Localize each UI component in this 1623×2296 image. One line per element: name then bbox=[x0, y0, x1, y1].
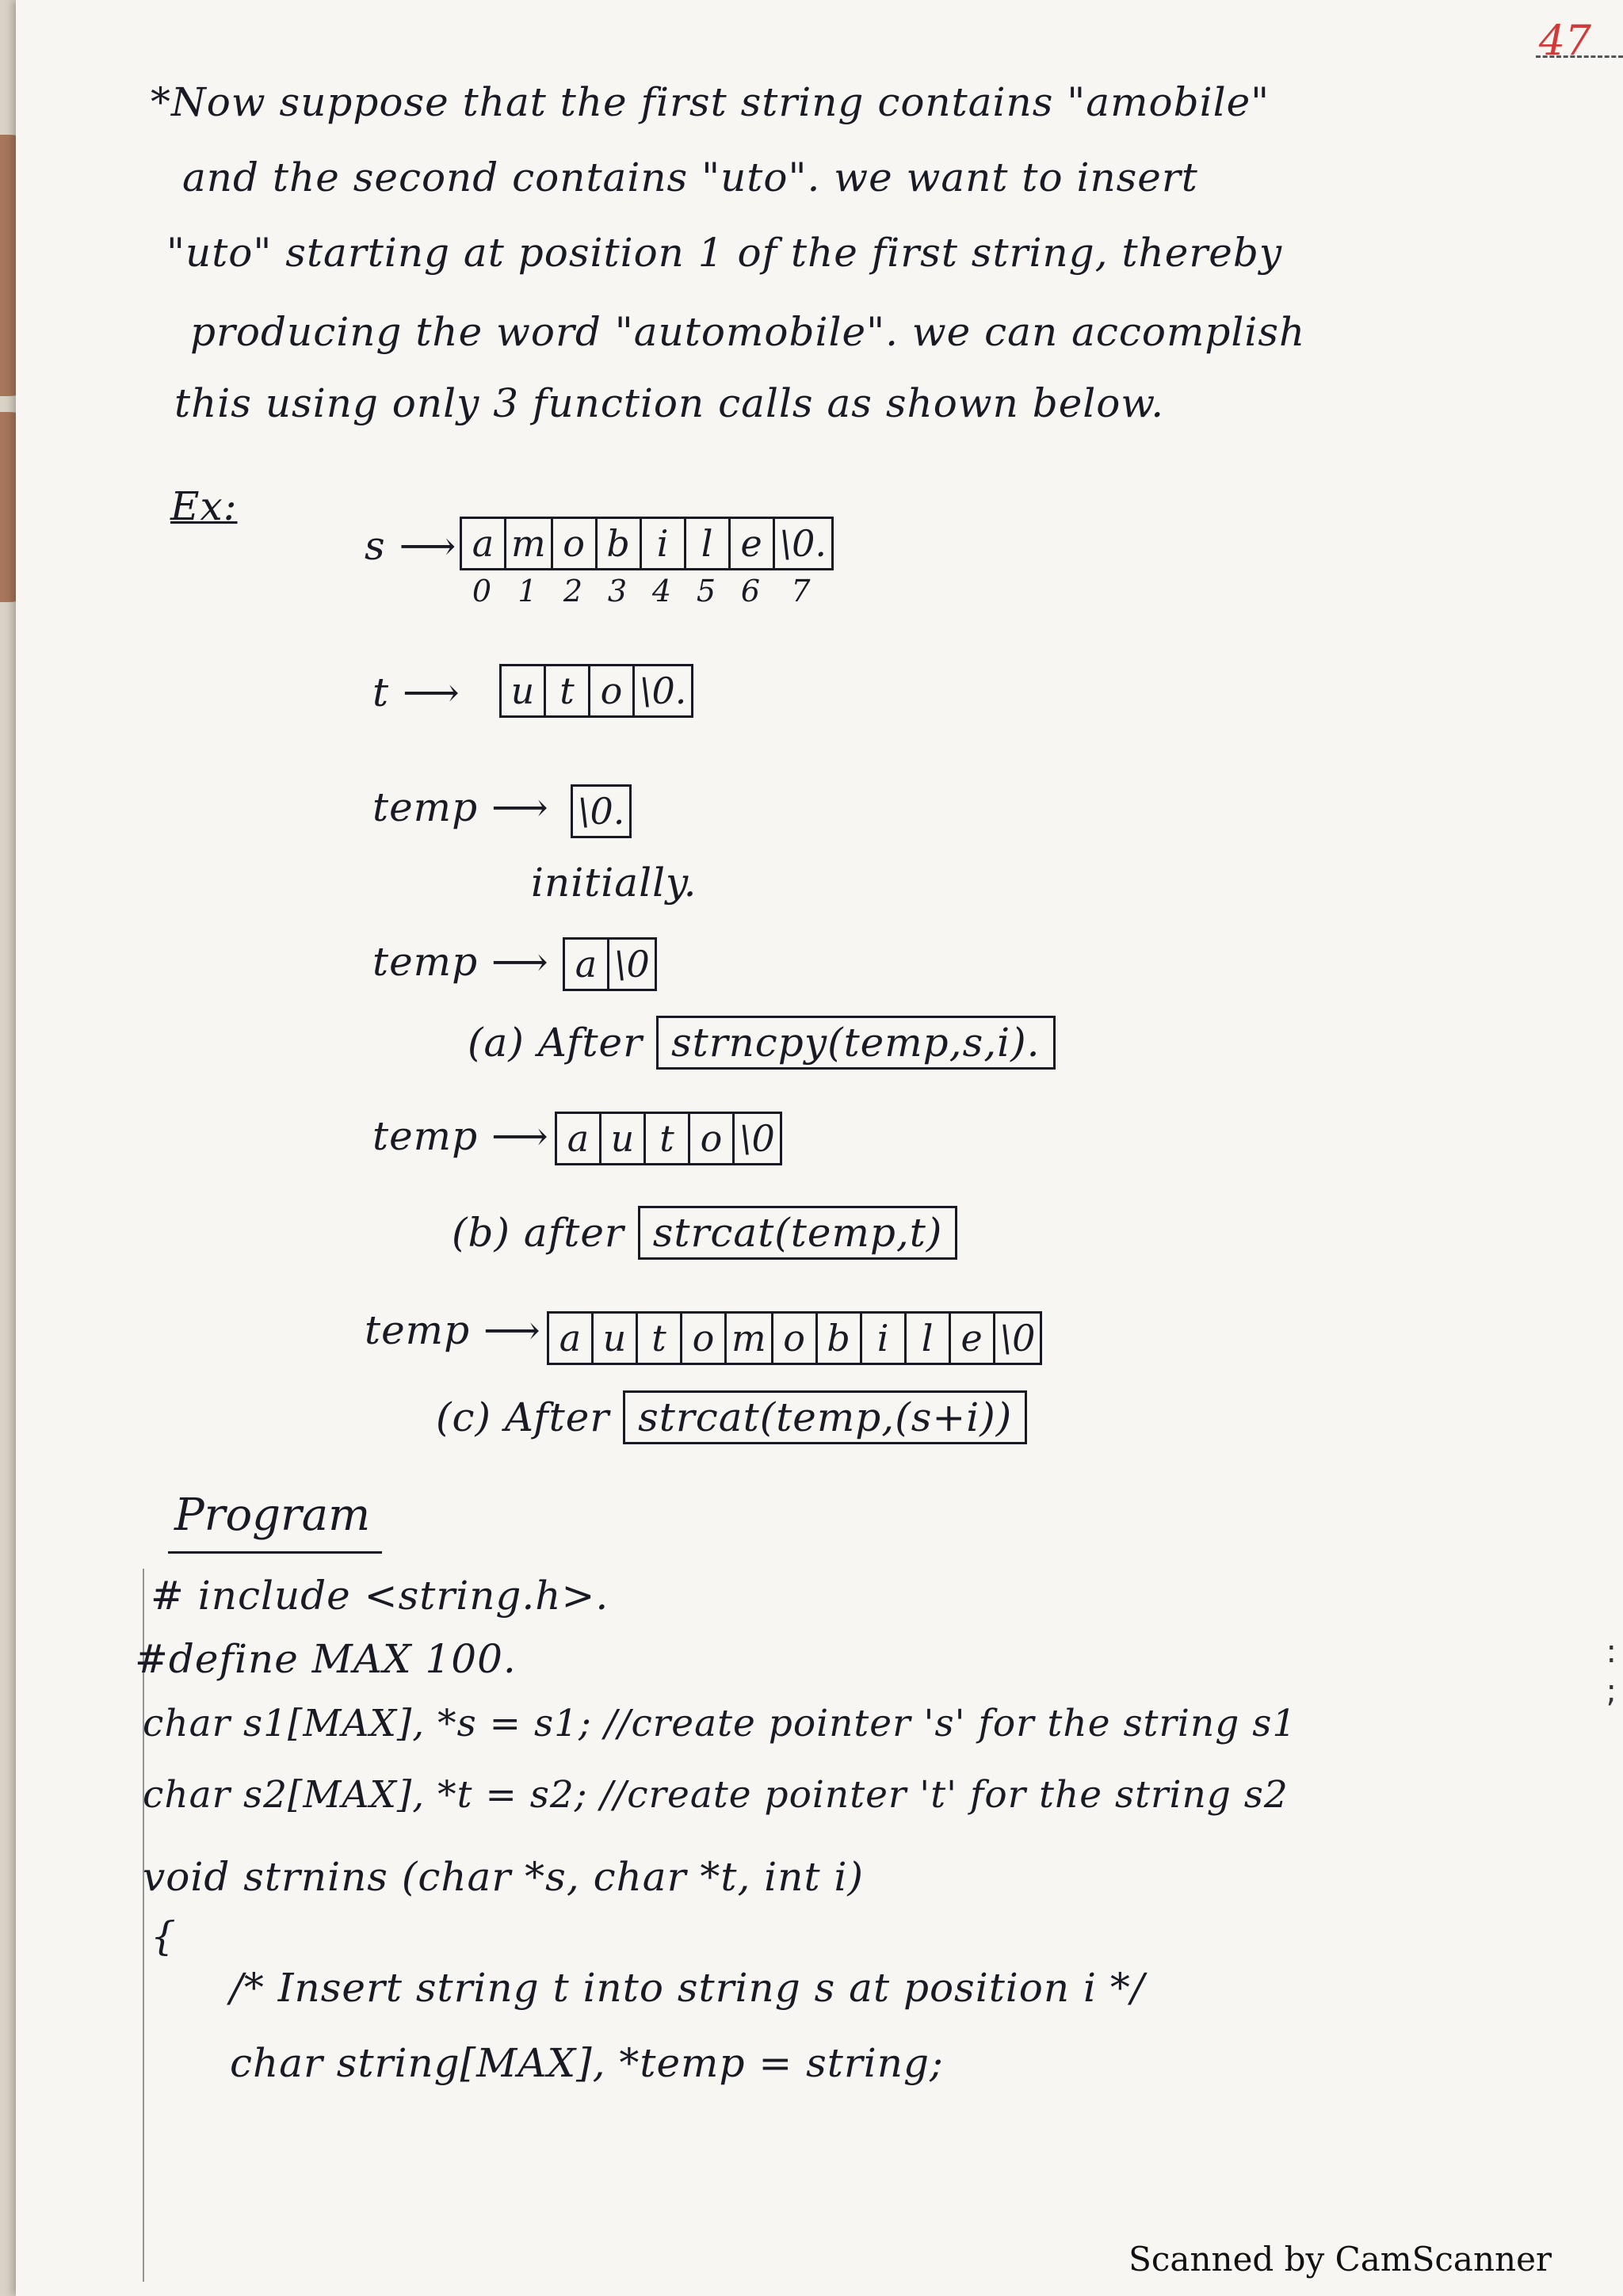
array-cell: i bbox=[642, 519, 686, 568]
array-cell: m bbox=[506, 519, 553, 568]
array-cell: \0. bbox=[640, 669, 687, 712]
t-array-label: t ⟶ bbox=[372, 669, 460, 715]
temp-b-array bbox=[555, 1112, 782, 1165]
code-line-5: void strnins (char *s, char *t, int i) bbox=[143, 1854, 864, 1900]
temp-a-caption: (a) After strncpy(temp,s,i). bbox=[468, 1016, 1056, 1070]
arrow-icon: ⟶ bbox=[491, 784, 549, 830]
array-index: 3 bbox=[607, 574, 628, 608]
array-cell: a bbox=[557, 1114, 601, 1163]
array-cell: o bbox=[690, 1114, 735, 1163]
code-line-3: char s1[MAX], *s = s1; //create pointer 's' for the string s1 bbox=[143, 1702, 1297, 1745]
temp-b-label: temp ⟶ bbox=[372, 1113, 549, 1159]
array-cell: a bbox=[462, 519, 506, 568]
array-index: 7 bbox=[791, 574, 811, 608]
arrow-icon: ⟶ bbox=[399, 523, 457, 569]
temp-initial-caption: initially. bbox=[531, 860, 697, 906]
arrow-icon: ⟶ bbox=[403, 669, 460, 715]
edge-mark bbox=[1536, 55, 1623, 90]
s-array bbox=[460, 517, 834, 570]
code-line-8: char string[MAX], *temp = string; bbox=[230, 2040, 944, 2086]
paragraph-line-5: this using only 3 function calls as shown below. bbox=[174, 380, 1165, 426]
array-index: 4 bbox=[651, 574, 672, 608]
temp-initial-array bbox=[571, 784, 632, 838]
code-line-1: # include <string.h>. bbox=[151, 1573, 609, 1619]
temp-b-caption: (b) after strcat(temp,t) bbox=[452, 1206, 957, 1260]
array-cell: u bbox=[502, 666, 546, 715]
arrow-icon: ⟶ bbox=[483, 1307, 541, 1353]
paragraph-line-1: *Now suppose that the first string contains "amobile" bbox=[151, 79, 1270, 125]
temp-initial-label: temp ⟶ bbox=[372, 784, 549, 830]
temp-a-array bbox=[563, 937, 657, 991]
program-title: Program bbox=[174, 1489, 371, 1541]
array-cell: \0 bbox=[614, 943, 650, 986]
scanner-watermark: Scanned by CamScanner bbox=[1128, 2240, 1552, 2279]
array-cell: \0. bbox=[578, 790, 625, 833]
array-cell: \0 bbox=[999, 1317, 1036, 1360]
s-array-label: s ⟶ bbox=[365, 523, 457, 569]
array-cell: e bbox=[731, 519, 775, 568]
code-line-2: #define MAX 100. bbox=[135, 1636, 517, 1682]
array-cell: b bbox=[598, 519, 642, 568]
temp-a-label: temp ⟶ bbox=[372, 939, 549, 985]
page-number: 47 bbox=[1538, 17, 1591, 65]
array-cell: l bbox=[907, 1314, 951, 1363]
array-cell: t bbox=[638, 1314, 682, 1363]
code-line-7: /* Insert string t into string s at position i */ bbox=[230, 1965, 1145, 2011]
code-line-6: { bbox=[151, 1913, 177, 1959]
array-cell: \0. bbox=[779, 522, 827, 565]
array-index: 6 bbox=[740, 574, 761, 608]
t-array bbox=[499, 664, 693, 718]
array-index: 1 bbox=[517, 574, 537, 608]
strcat-s-call: strcat(temp,(s+i)) bbox=[623, 1390, 1027, 1444]
code-line-4: char s2[MAX], *t = s2; //create pointer 't' for the string s2 bbox=[143, 1773, 1289, 1817]
array-cell: b bbox=[818, 1314, 862, 1363]
strcat-t-call: strcat(temp,t) bbox=[638, 1206, 958, 1260]
temp-c-caption: (c) After strcat(temp,(s+i)) bbox=[436, 1390, 1027, 1444]
paragraph-line-4: producing the word "automobile". we can accomplish bbox=[190, 309, 1306, 355]
array-cell: u bbox=[594, 1314, 638, 1363]
array-cell: o bbox=[590, 666, 635, 715]
array-cell: \0 bbox=[739, 1117, 775, 1160]
array-cell: o bbox=[773, 1314, 818, 1363]
array-cell: a bbox=[565, 940, 609, 989]
array-cell: e bbox=[951, 1314, 995, 1363]
array-index: 2 bbox=[563, 574, 583, 608]
paragraph-line-2: and the second contains "uto". we want to insert bbox=[182, 154, 1198, 200]
side-marks: : ; bbox=[1606, 1634, 1617, 1710]
array-cell: l bbox=[686, 519, 731, 568]
array-cell: i bbox=[862, 1314, 907, 1363]
array-cell: o bbox=[553, 519, 598, 568]
paragraph-line-3: "uto" starting at position 1 of the first string, thereby bbox=[166, 230, 1283, 276]
array-cell: a bbox=[549, 1314, 594, 1363]
array-cell: o bbox=[682, 1314, 727, 1363]
notebook-page bbox=[16, 0, 1623, 2296]
array-cell: t bbox=[546, 666, 590, 715]
example-label: Ex: bbox=[170, 483, 238, 529]
program-title-underline bbox=[168, 1551, 382, 1554]
array-cell: u bbox=[601, 1114, 646, 1163]
temp-c-array bbox=[547, 1311, 1042, 1365]
arrow-icon: ⟶ bbox=[491, 939, 549, 985]
strncpy-call: strncpy(temp,s,i). bbox=[656, 1016, 1056, 1070]
array-cell: t bbox=[646, 1114, 690, 1163]
temp-c-label: temp ⟶ bbox=[365, 1307, 541, 1353]
arrow-icon: ⟶ bbox=[491, 1113, 549, 1159]
array-cell: m bbox=[727, 1314, 773, 1363]
array-index: 5 bbox=[696, 574, 716, 608]
array-index: 0 bbox=[472, 574, 492, 608]
